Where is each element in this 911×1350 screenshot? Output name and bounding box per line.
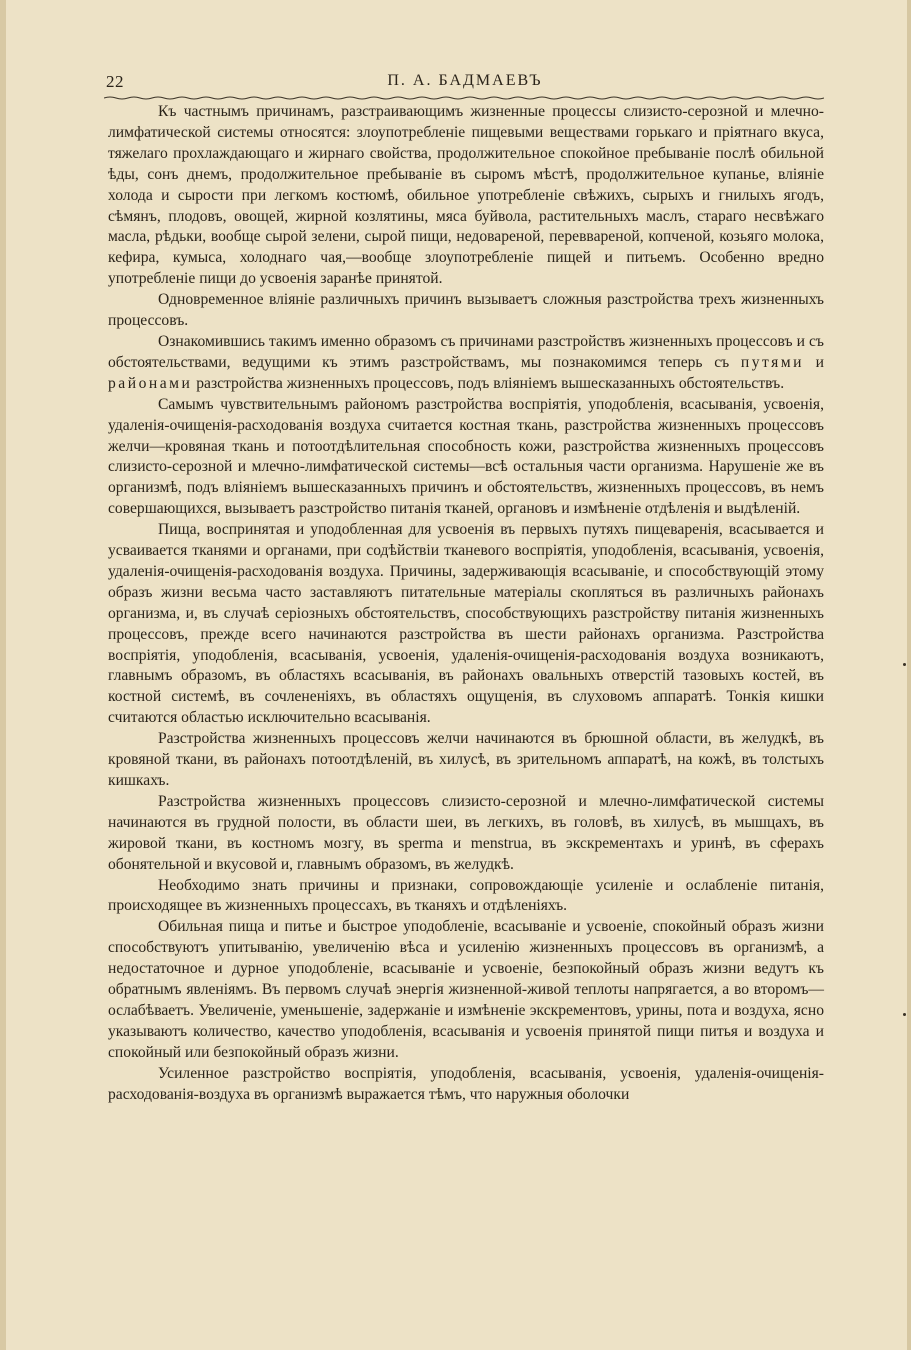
paragraph-3-after: разстройства жизненныхъ процессовъ, подъ вліяніемъ вышесказанныхъ обстоятельствъ. [192, 374, 785, 392]
page-number: 22 [106, 72, 124, 91]
paragraph-3-spaced-paths: путями [740, 353, 804, 371]
paragraph-9: Обильная пища и питье и быстрое уподобленіе, всасываніе и усвоеніе, спокойный образъ жизни способствуютъ упитыванію, увеличенію вѣса и усиленію жизненныхъ процессовъ въ организмѣ, а недостаточное и дурное уподобленіе, всасываніе и усвоеніе, безпокойный образъ жизни ведутъ къ обратнымъ явленіямъ. Въ первомъ случаѣ энергія жизненной-живой теплоты напрягается, а во второмъ—ослабѣваетъ. Увеличеніе, уменьшеніе, задержаніе и измѣненіе экскрементовъ, урины, пота и воздуха, ясно указываютъ количество, качество уподобленія, всасыванія и усвоенія принятой пищи питья и воздуха и спокойный или безпокойный образъ жизни. [108, 918, 824, 1061]
paragraph-5: Пища, воспринятая и уподобленная для усвоенія въ первыхъ путяхъ пищеваренія, всасывается и усваивается тканями и органами, при содѣйствіи тканевого воспріятія, уподобленія, всасыванія, усвоенія, удаленія-очищенія-расходованія воздуха. Причины, задерживающія всасываніе, и способствующій этому образъ жизни весьма часто заставляютъ питательные матеріалы скопляться въ различныхъ районахъ организма, и, въ случаѣ серіозныхъ обстоятельствъ, способствующихъ разстройству питанія жизненныхъ процессовъ, прежде всего начинаются разстройства въ шести районахъ организма. Разстройства воспріятія, уподобленія, всасыванія, усвоенія, удаленія-очищенія-расходованія воздуха возникаютъ, главнымъ образомъ, въ областяхъ всасыванія, въ районахъ овальныхъ отверстій тазовыхъ костей, въ костной системѣ, въ сочлененіяхъ, въ областяхъ ощущенія, въ слуховомъ аппаратѣ. Тонкія кишки считаются областью исключительно всасыванія. [108, 521, 824, 727]
paragraph-3-before: Ознакомившись такимъ именно образомъ съ причинами разстройствъ жизненныхъ процессовъ и съ обстоятельствами, ведущими къ этимъ разстройствамъ, мы познакомимся теперь съ [108, 332, 824, 371]
print-speck [903, 663, 906, 666]
paragraph-8: Необходимо знать причины и признаки, сопровождающіе усиленіе и ослабленіе питанія, происходящее въ жизненныхъ процессахъ, въ тканяхъ и отдѣленіяхъ. [108, 876, 824, 915]
body-text [108, 102, 824, 1106]
header-rule [104, 96, 824, 100]
paragraph-4: Самымъ чувствительнымъ райономъ разстройства воспріятія, уподобленія, всасыванія, усвоенія, удаленія-очищенія-расходованія воздуха считается костная ткань, разстройства жизненныхъ процессовъ желчи—кровяная ткань и потоотдѣлительная способность кожи, разстройства жизненныхъ процессовъ слизисто-серозной и млечно-лимфатической системы—всѣ остальныя части организма. Нарушеніе же въ организмѣ, подъ вліяніемъ вышесказанныхъ причинъ и обстоятельствъ, жизненныхъ процессовъ, въ немъ совершающихся, вызываетъ разстройство питанія тканей, органовъ и измѣненіе отдѣленія и выдѣленій. [108, 395, 824, 518]
paragraph-2: Одновременное вліяніе различныхъ причинъ вызываетъ сложныя разстройства трехъ жизненныхъ процессовъ. [108, 291, 824, 330]
paragraph-3-middle: и [803, 353, 824, 371]
paragraph-7: Разстройства жизненныхъ процессовъ слизисто-серозной и млечно-лимфатической системы начинаются въ грудной полости, въ области шеи, въ легкихъ, въ головѣ, въ хилусѣ, въ мышцахъ, въ жировой ткани, въ костномъ мозгу, въ sperma и menstrua, въ экскрементахъ и уринѣ, въ сферахъ обонятельной и вкусовой и, главнымъ образомъ, въ желудкѣ. [108, 792, 824, 873]
print-speck [903, 1013, 906, 1016]
paragraph-1: Къ частнымъ причинамъ, разстраивающимъ жизненные процессы слизисто-серозной и млечно-лимфатической системы относятся: злоупотребленіе пищевыми веществами горькаго и пріятнаго вкуса, тяжелаго прохлаждающаго и жирнаго свойства, продолжительное спокойное пребываніе послѣ обильной ѣды, сонъ днемъ, продолжительное пребываніе въ сыромъ мѣстѣ, продолжительное купанье, вліяніе холода и сырости при легкомъ костюмѣ, обильное употребленіе свѣжихъ, сырыхъ и гнилыхъ ягодъ, сѣмянъ, плодовъ, овощей, жирной козлятины, мяса буйвола, растительныхъ маслъ, стараго несвѣжаго масла, рѣдьки, вообще сырой зелени, сырой пищи, недовареной, переввареной, копченой, козьяго молока, кефира, кумыса, холоднаго чая,—вообще злоупотребленіе пищей и питьемъ. Особенно вредно употребленіе пищи до усвоенія заранѣе принятой. [108, 103, 824, 288]
paragraph-10: Усиленное разстройство воспріятія, уподобленія, всасыванія, усвоенія, удаленія-очищенія-расходованія-воздуха въ организмѣ выражается тѣмъ, что наружныя оболочки [108, 1064, 824, 1103]
paragraph-3-spaced-regions: районами [108, 374, 193, 392]
running-head: П. А. БАДМАЕВЪ [387, 72, 543, 89]
paragraph-3 [108, 332, 824, 395]
page-header [106, 70, 824, 94]
paragraph-6: Разстройства жизненныхъ процессовъ желчи начинаются въ брюшной области, въ желудкѣ, въ кровяной ткани, въ районахъ потоотдѣленій, въ хилусѣ, въ зрительномъ аппаратѣ, на кожѣ, въ толстыхъ кишкахъ. [108, 730, 824, 789]
